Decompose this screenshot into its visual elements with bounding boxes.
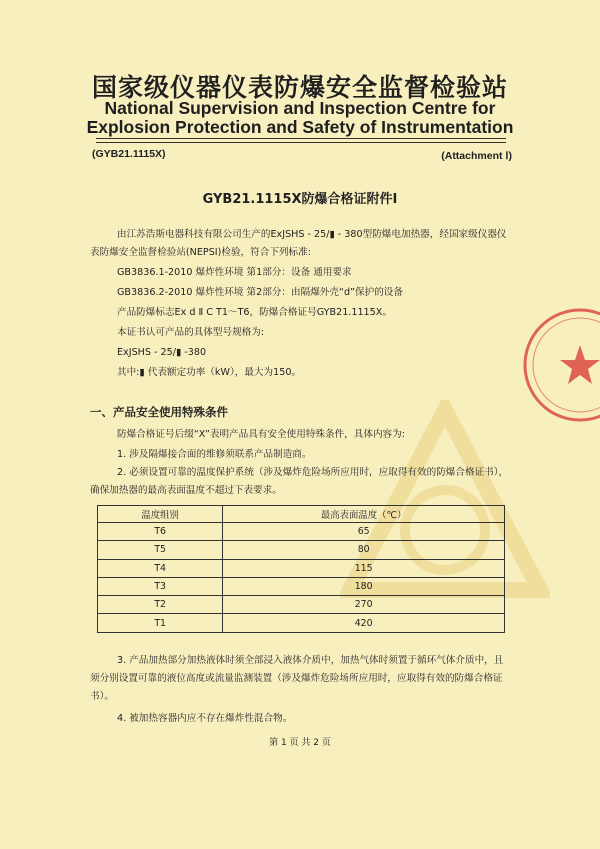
condition-2: 2. 必须设置可靠的温度保护系统（涉及爆炸危险场所应用时，应取得有效的防爆合格证书），确保加热器的最高表面温度不超过下表要求。 — [90, 467, 509, 496]
header-rule-thin — [96, 142, 506, 143]
cell-class: T1 — [98, 614, 223, 632]
intro-paragraph: 由江苏浩斯电器科技有限公司生产的ExJSHS - 25/▮ - 380型防爆电加热器，经国家级仪器仪表防爆安全监督检验站(NEPSI)检验，符合下列标准: — [90, 229, 507, 258]
cell-temp: 270 — [223, 596, 505, 614]
condition-1: 1. 涉及隔爆接合面的维修须联系产品制造商。 — [117, 449, 312, 460]
model-spec: ExJSHS - 25/▮ -380 — [117, 347, 207, 358]
title-english-line2: Explosion Protection and Safety of Instrumentation — [86, 117, 514, 137]
attachment-label: (Attachment Ⅰ) — [441, 150, 512, 162]
condition-4: 4. 被加热容器内应不存在爆炸性混合物。 — [117, 713, 293, 724]
header-rule-thick — [96, 138, 506, 139]
doc-code: (GYB21.1115X) — [92, 148, 166, 160]
models-label: 本证书认可产品的具体型号规格为: — [117, 327, 265, 338]
cell-temp: 80 — [223, 541, 505, 559]
table-row — [98, 541, 505, 559]
table-header-row — [98, 506, 505, 523]
table-row — [98, 577, 505, 595]
table-row — [98, 559, 505, 577]
cell-temp: 65 — [223, 523, 505, 541]
cell-class: T5 — [98, 541, 223, 559]
document-heading: GYB21.1115X防爆合格证附件Ⅰ — [202, 192, 398, 207]
official-seal — [520, 305, 600, 425]
header-temp: 最高表面温度（℃） — [223, 506, 505, 523]
header-class: 温度组别 — [98, 506, 223, 523]
table-row — [98, 614, 505, 632]
cell-class: T2 — [98, 596, 223, 614]
condition-intro: 防爆合格证号后缀“X”表明产品具有安全使用特殊条件，具体内容为: — [117, 429, 405, 440]
title-chinese: 国家级仪器仪表防爆安全监督检验站 — [91, 73, 508, 102]
page-number: 第 1 页 共 2 页 — [269, 738, 331, 748]
power-note: 其中:▮ 代表额定功率（kW），最大为150。 — [117, 367, 302, 378]
condition-3: 3. 产品加热部分加热液体时须全部浸入液体介质中，加热气体时须置于循环气体介质中，且须分别设置可靠的液位高度或流量监测装置（涉及爆炸危险场所应用时，应取得有效的防爆合格证书）。 — [90, 655, 504, 702]
cell-temp: 115 — [223, 559, 505, 577]
cell-class: T3 — [98, 577, 223, 595]
cell-temp: 180 — [223, 577, 505, 595]
standard-1: GB3836.1-2010 爆炸性环境 第1部分：设备 通用要求 — [117, 267, 352, 278]
table-row — [98, 523, 505, 541]
cell-class: T6 — [98, 523, 223, 541]
table-row — [98, 596, 505, 614]
explosion-mark: 产品防爆标志Ex d Ⅱ C T1～T6，防爆合格证号GYB21.1115X。 — [117, 307, 392, 318]
standard-2: GB3836.2-2010 爆炸性环境 第2部分：由隔爆外壳“d”保护的设备 — [117, 287, 403, 298]
section-title: 一、产品安全使用特殊条件 — [90, 405, 228, 419]
title-english-line1: National Supervision and Inspection Centre for — [104, 98, 496, 118]
cell-class: T4 — [98, 559, 223, 577]
cell-temp: 420 — [223, 614, 505, 632]
temperature-table — [97, 505, 505, 633]
